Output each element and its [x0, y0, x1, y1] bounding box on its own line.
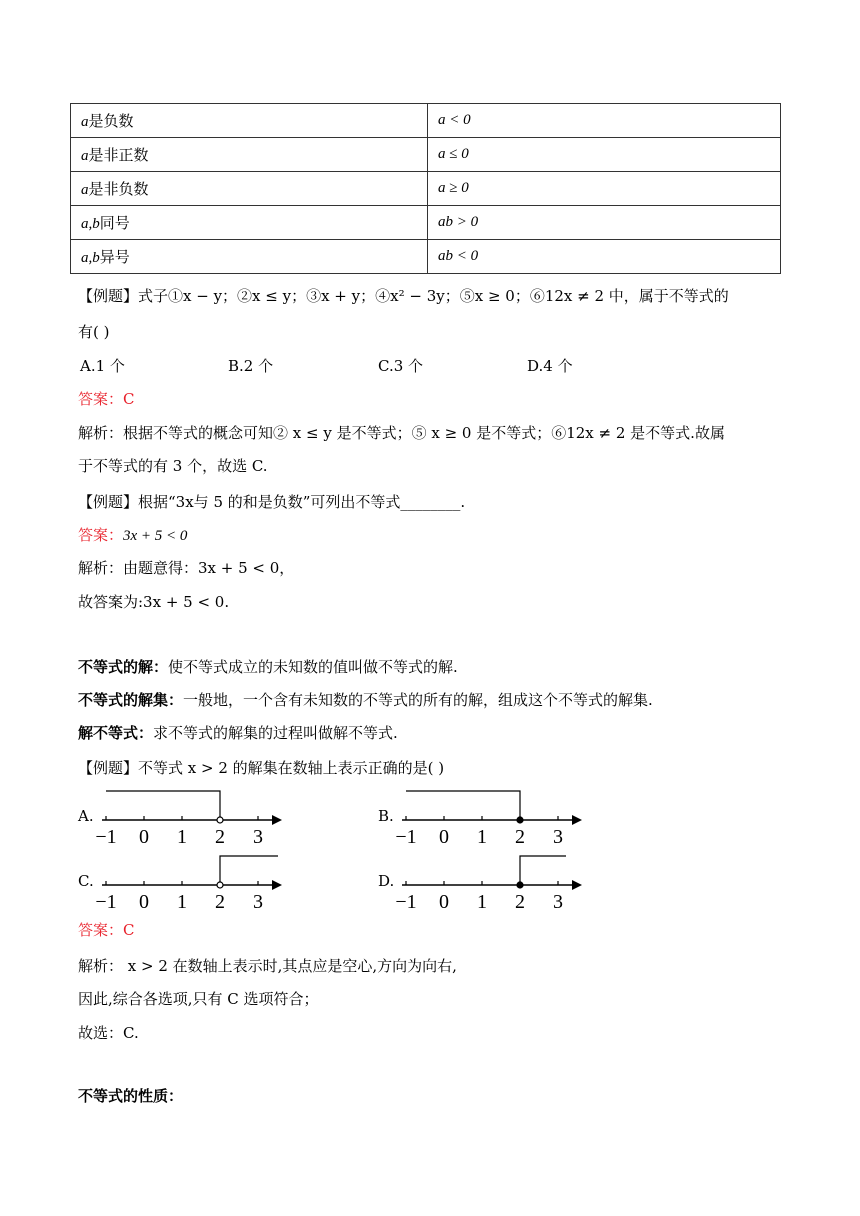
- ex2-analysis-line1: 解析：由题意得：3x + 5 < 0，: [78, 559, 295, 577]
- table-cell-condition: [71, 240, 428, 274]
- axis-tick-label: 1: [477, 891, 487, 913]
- range-bracket-b: [406, 791, 520, 820]
- ex1-analysis-line2: 于不等式的有 3 个，故选 C.: [78, 457, 268, 475]
- axis-arrow-a: [272, 815, 282, 825]
- ex1-question-line2: 有( ): [78, 323, 110, 341]
- ex2-question: 【例题】根据“3x与 5 的和是负数”可列出不等式________.: [78, 493, 466, 511]
- condition-variable: a: [81, 114, 89, 130]
- table-cell-inequality: ab < 0: [428, 240, 781, 274]
- axis-arrow-b: [572, 815, 582, 825]
- axis-tick-label: 1: [177, 891, 187, 913]
- axis-tick-label: −1: [95, 891, 117, 913]
- table-cell-inequality: a ≥ 0: [428, 172, 781, 206]
- axis-tick-label: 1: [477, 826, 487, 848]
- def-solving: [78, 722, 398, 744]
- table-cell-condition: [71, 138, 428, 172]
- ex1-option-c: C.3 个: [378, 357, 424, 375]
- ex3-option-a-label: A.: [78, 807, 94, 825]
- ex3-analysis-line2: 因此,综合各选项,只有 C 选项符合；: [78, 990, 319, 1008]
- range-bracket-d: [520, 856, 566, 885]
- table-row: [71, 104, 781, 138]
- ex2-analysis-line2: 故答案为:3x + 5 < 0.: [78, 593, 230, 611]
- hollow-point-c: [217, 882, 223, 888]
- axis-tick-label: −1: [95, 826, 117, 848]
- ex1-option-b: B.2 个: [228, 357, 274, 375]
- def-solution-set-text: 一般地，一个含有未知数的不等式的所有的解，组成这个不等式的解集.: [183, 691, 653, 709]
- number-line-c: [92, 851, 292, 915]
- ex3-analysis-line3: 故选：C.: [78, 1024, 139, 1042]
- axis-tick-label: 3: [253, 891, 263, 913]
- axis-tick-label: 2: [215, 891, 225, 913]
- axis-tick-label: 0: [139, 826, 149, 848]
- axis-tick-label: −1: [395, 826, 417, 848]
- ex3-option-b-label: B.: [378, 807, 394, 825]
- condition-text: 是非正数: [88, 146, 149, 164]
- axis-tick-label: 0: [139, 891, 149, 913]
- table-cell-condition: [71, 104, 428, 138]
- section-title: 不等式的性质：: [78, 1087, 184, 1105]
- table-row: [71, 172, 781, 206]
- ex1-answer: 答案：C: [78, 390, 135, 408]
- axis-arrow-d: [572, 880, 582, 890]
- ex3-analysis-line1: 解析： x > 2 在数轴上表示时,其点应是空心,方向为向右,: [78, 957, 457, 975]
- axis-tick-label: −1: [395, 891, 417, 913]
- condition-text: 是负数: [88, 112, 134, 130]
- ex1-question-line1: 【例题】式子①x − y；②x ≤ y；③x + y；④x² − 3y；⑤x ≥ 0；⑥12x ≠ 2 中，属于不等式的: [78, 287, 729, 305]
- ex1-option-d: D.4 个: [527, 357, 573, 375]
- def-solving-text: 求不等式的解集的过程叫做解不等式.: [153, 724, 398, 742]
- axis-tick-label: 2: [515, 891, 525, 913]
- ex1-option-a: A.1 个: [80, 357, 125, 375]
- table-row: [71, 138, 781, 172]
- table-cell-inequality: a < 0: [428, 104, 781, 138]
- table-row: [71, 206, 781, 240]
- ticks-c: [95, 881, 263, 913]
- range-bracket-c: [220, 856, 278, 885]
- def-solution-set: [78, 689, 653, 711]
- condition-text: 异号: [99, 248, 130, 266]
- solid-point-d: [517, 882, 523, 888]
- condition-text: 是非负数: [88, 180, 149, 198]
- number-line-d: [392, 851, 592, 915]
- ticks-b: [395, 816, 563, 848]
- ticks-d: [395, 881, 563, 913]
- ex2-answer: [78, 524, 187, 547]
- ex3-option-c-label: C.: [78, 872, 94, 890]
- range-bracket-a: [106, 791, 220, 820]
- condition-variable: a: [81, 148, 89, 164]
- table-cell-inequality: ab > 0: [428, 206, 781, 240]
- number-line-a: [92, 786, 292, 850]
- axis-tick-label: 3: [253, 826, 263, 848]
- ex3-question: 【例题】不等式 x > 2 的解集在数轴上表示正确的是( ): [78, 759, 445, 777]
- def-solving-term: 解不等式：: [78, 724, 154, 742]
- def-solution-set-term: 不等式的解集：: [78, 691, 184, 709]
- ex3-option-d-label: D.: [378, 872, 395, 890]
- hollow-point-a: [217, 817, 223, 823]
- table-cell-inequality: a ≤ 0: [428, 138, 781, 172]
- ex1-analysis-line1: 解析：根据不等式的概念可知② x ≤ y 是不等式；⑤ x ≥ 0 是不等式；⑥12x ≠ 2 是不等式.故属: [78, 424, 725, 442]
- def-solution-term: 不等式的解：: [78, 658, 169, 676]
- ticks-a: [95, 816, 263, 848]
- condition-variable: a: [81, 182, 89, 198]
- solid-point-b: [517, 817, 523, 823]
- axis-tick-label: 0: [439, 826, 449, 848]
- def-solution-text: 使不等式成立的未知数的值叫做不等式的解.: [168, 658, 458, 676]
- number-line-b: [392, 786, 592, 850]
- axis-arrow-c: [272, 880, 282, 890]
- table-row: [71, 240, 781, 274]
- table-cell-condition: [71, 206, 428, 240]
- axis-tick-label: 0: [439, 891, 449, 913]
- condition-variable: a,b: [81, 216, 100, 232]
- ex2-answer-label: 答案：: [78, 526, 124, 544]
- axis-tick-label: 3: [553, 891, 563, 913]
- inequality-table: [70, 103, 781, 274]
- def-solution: [78, 656, 458, 678]
- table-cell-condition: [71, 172, 428, 206]
- condition-text: 同号: [99, 214, 130, 232]
- axis-tick-label: 3: [553, 826, 563, 848]
- axis-tick-label: 2: [515, 826, 525, 848]
- ex3-answer: 答案：C: [78, 921, 135, 939]
- ex2-answer-value: 3x + 5 < 0: [123, 528, 188, 544]
- condition-variable: a,b: [81, 250, 100, 266]
- axis-tick-label: 1: [177, 826, 187, 848]
- axis-tick-label: 2: [215, 826, 225, 848]
